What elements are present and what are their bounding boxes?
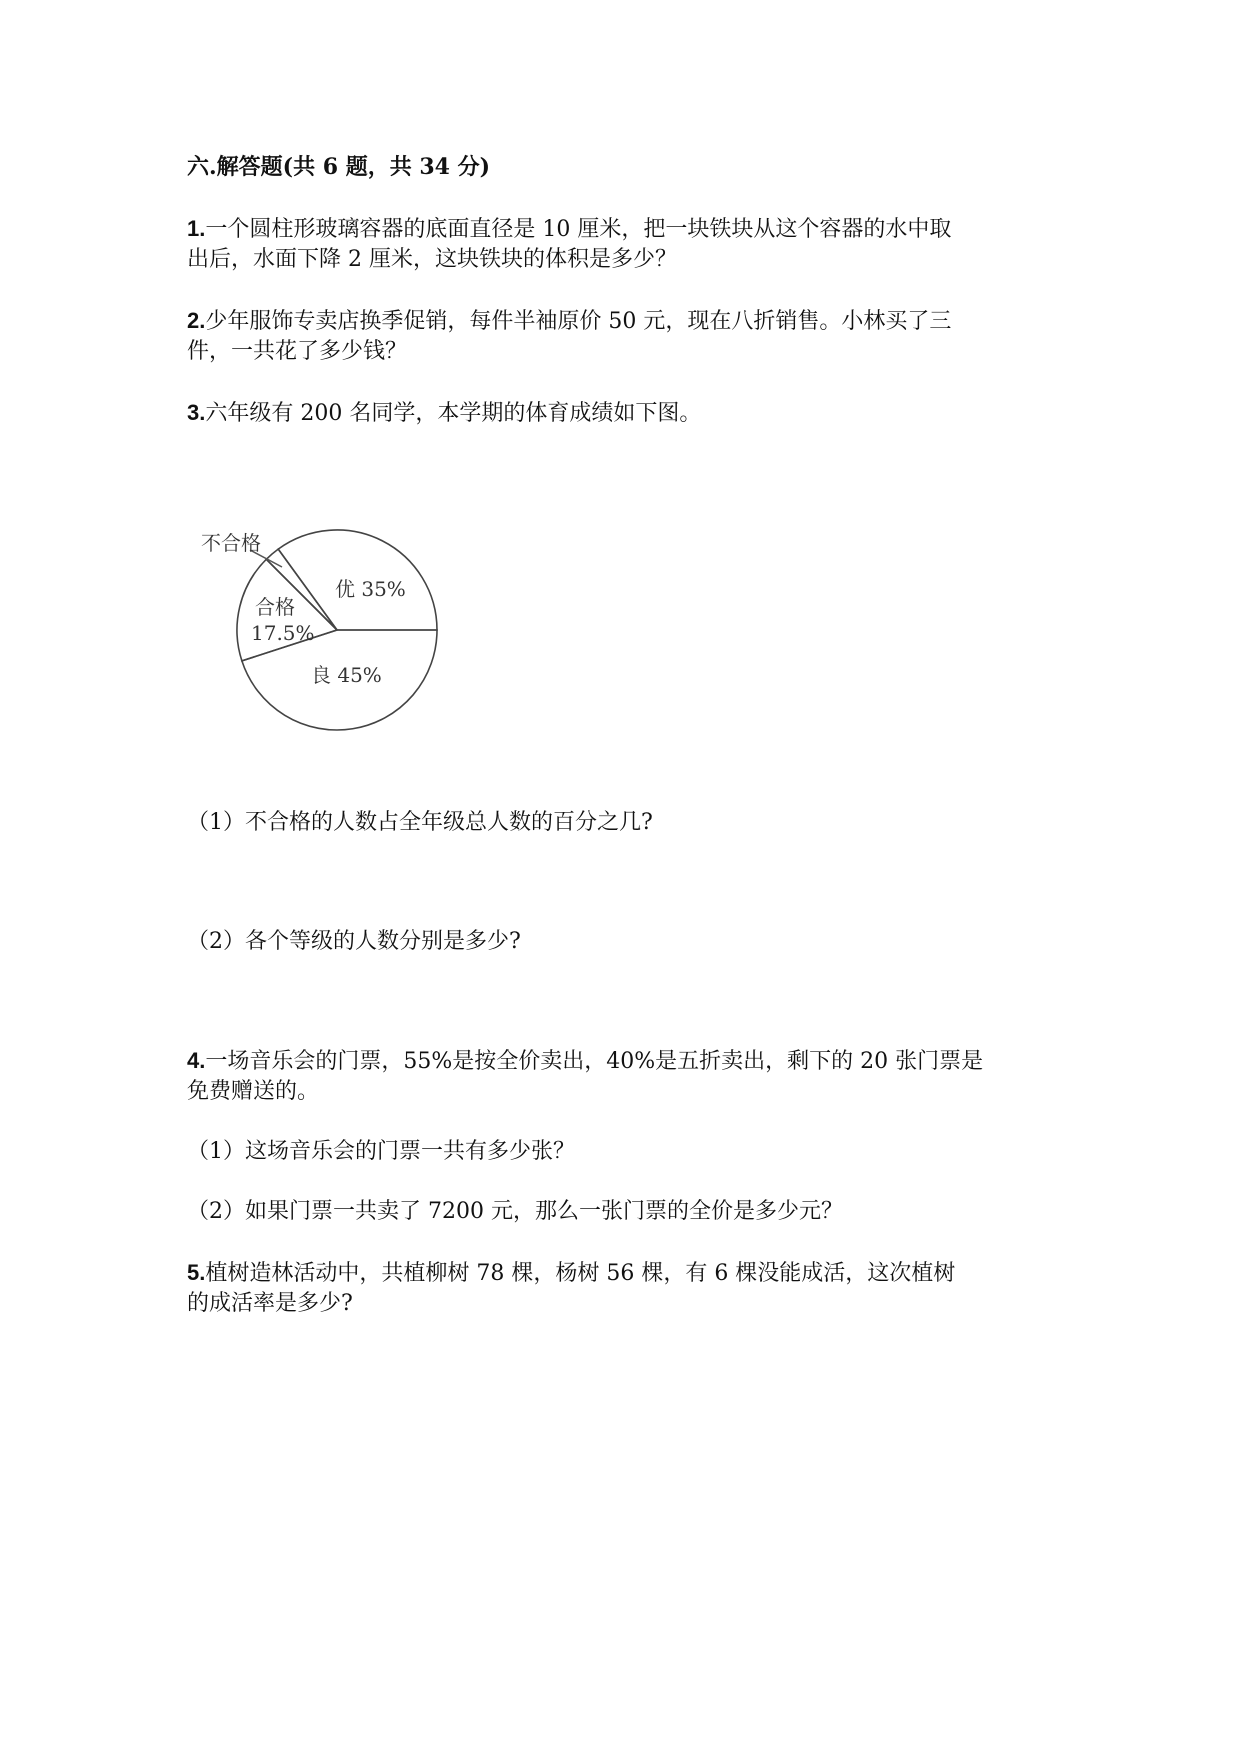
- question-4-line-1: 4.一场音乐会的门票，55%是按全价卖出，40%是五折卖出，剩下的 20 张门票是: [187, 1048, 984, 1074]
- question-number: 1.: [187, 216, 206, 241]
- question-number: 5.: [187, 1260, 206, 1285]
- slice-label-good: 良 45%: [311, 663, 382, 687]
- slice-label-pass-value: 17.5%: [251, 621, 315, 645]
- question-3-line-1: 3.六年级有 200 名同学，本学期的体育成绩如下图。: [187, 400, 702, 426]
- question-3-sub-1: （1）不合格的人数占全年级总人数的百分之几?: [187, 810, 653, 835]
- question-1-line-2: 出后，水面下降 2 厘米，这块铁块的体积是多少？: [187, 247, 677, 272]
- question-4-sub-1: （1）这场音乐会的门票一共有多少张？: [187, 1139, 575, 1164]
- question-5-line-2: 的成活率是多少?: [187, 1291, 353, 1316]
- question-2-line-2: 件，一共花了多少钱？: [187, 339, 408, 364]
- question-4-sub-2: （2）如果门票一共卖了 7200 元，那么一张门票的全价是多少元？: [187, 1199, 843, 1224]
- slice-label-pass: 合格: [255, 595, 295, 619]
- question-3-sub-2: （2）各个等级的人数分别是多少?: [187, 929, 521, 954]
- section-title: 六.解答题(共 6 题，共 34 分): [187, 154, 491, 180]
- pie-chart: [195, 520, 465, 750]
- question-4-line-2: 免费赠送的。: [187, 1079, 320, 1104]
- question-number: 3.: [187, 400, 206, 425]
- slice-label-excellent: 优 35%: [335, 577, 406, 601]
- question-2-line-1: 2.少年服饰专卖店换季促销，每件半袖原价 50 元，现在八折销售。小林买了三: [187, 308, 952, 334]
- question-5-line-1: 5.植树造林活动中，共植柳树 78 棵，杨树 56 棵，有 6 棵没能成活，这次植树: [187, 1260, 956, 1286]
- slice-label-fail: 不合格: [201, 531, 261, 555]
- question-number: 4.: [187, 1048, 206, 1073]
- question-number: 2.: [187, 308, 206, 333]
- question-1-line-1: 1.一个圆柱形玻璃容器的底面直径是 10 厘米，把一块铁块从这个容器的水中取: [187, 216, 952, 242]
